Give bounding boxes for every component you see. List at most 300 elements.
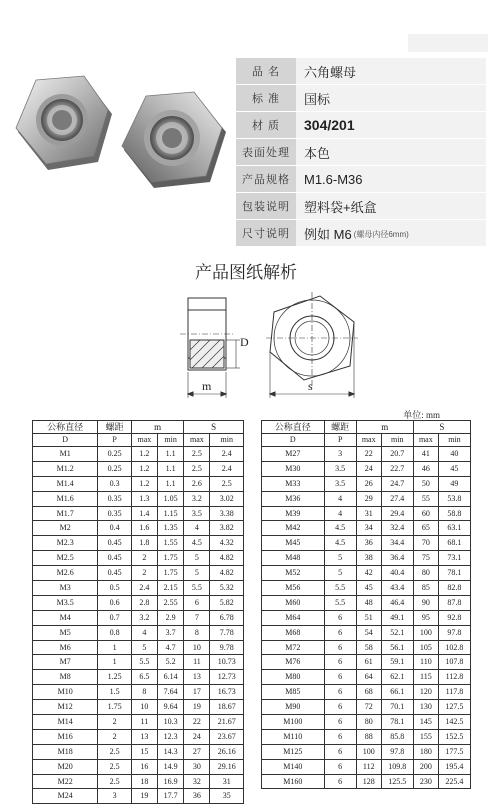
table-cell: 2.6 (184, 476, 210, 491)
spec-label: 尺寸说明 (236, 220, 296, 246)
header-s-max: max (184, 434, 210, 447)
table-cell: M33 (262, 476, 325, 491)
table-cell: 4.82 (210, 566, 244, 581)
table-cell: 46.4 (381, 595, 413, 610)
table-cell: 11 (184, 655, 210, 670)
table-row (33, 789, 244, 804)
table-cell: M10 (33, 685, 98, 700)
table-cell: 0.35 (98, 506, 132, 521)
table-cell: 42 (356, 566, 381, 581)
table-cell: 10 (184, 640, 210, 655)
table-cell: 70.1 (381, 700, 413, 715)
table-row (33, 566, 244, 581)
table-cell: 48 (356, 595, 381, 610)
spec-label: 材 质 (236, 112, 296, 138)
table-cell: 6 (324, 700, 356, 715)
table-cell: 155 (413, 729, 438, 744)
table-cell: 64 (356, 670, 381, 685)
table-row (33, 610, 244, 625)
table-row (33, 536, 244, 551)
table-cell: 1.2 (131, 461, 157, 476)
table-cell: M18 (33, 744, 98, 759)
table-cell: M1.7 (33, 506, 98, 521)
table-cell: 115 (413, 670, 438, 685)
table-cell: 0.45 (98, 536, 132, 551)
table-row (262, 700, 471, 715)
table-cell: 26.16 (210, 744, 244, 759)
spec-row-standard (236, 85, 486, 111)
spec-value: 国标 (296, 85, 486, 111)
spec-row-size-note (236, 220, 486, 246)
table-cell: 102.8 (438, 640, 470, 655)
table-row (33, 640, 244, 655)
table-row (33, 595, 244, 610)
table-cell: 46 (413, 461, 438, 476)
table-row (262, 581, 471, 596)
table-cell: M52 (262, 566, 325, 581)
table-cell: 9.64 (157, 700, 183, 715)
table-cell: 2.4 (210, 461, 244, 476)
table-cell: 1.1 (157, 476, 183, 491)
table-cell: 92.8 (438, 610, 470, 625)
table-cell: M85 (262, 685, 325, 700)
table-cell: 45 (356, 581, 381, 596)
header-pitch: 螺距 (98, 421, 132, 434)
table-cell: 24 (356, 461, 381, 476)
table-cell: 10.3 (157, 715, 183, 730)
header-diameter: 公称直径 (33, 421, 98, 434)
table-cell: M39 (262, 506, 325, 521)
table-cell: 27.4 (381, 491, 413, 506)
table-cell: 29.4 (381, 506, 413, 521)
table-cell: 3.7 (157, 625, 183, 640)
table-cell: 18.67 (210, 700, 244, 715)
table-cell: M68 (262, 625, 325, 640)
table-row (262, 655, 471, 670)
table-row (33, 700, 244, 715)
table-cell: M2 (33, 521, 98, 536)
table-cell: 24 (184, 729, 210, 744)
spec-label: 表面处理 (236, 139, 296, 165)
table-cell: 2.4 (131, 581, 157, 596)
table-cell: 195.4 (438, 759, 470, 774)
table-row (262, 506, 471, 521)
table-cell: 97.8 (438, 625, 470, 640)
table-row (262, 685, 471, 700)
table-cell: 13 (184, 670, 210, 685)
table-cell: 4.5 (324, 536, 356, 551)
table-cell: 60 (413, 506, 438, 521)
spec-row-size-range (236, 166, 486, 192)
table-cell: 31 (210, 774, 244, 789)
table-cell: 100 (356, 744, 381, 759)
spec-value: 本色 (296, 139, 486, 165)
table-row (262, 476, 471, 491)
table-cell: 14.3 (157, 744, 183, 759)
table-cell: 1.05 (157, 491, 183, 506)
table-cell: M110 (262, 729, 325, 744)
table-cell: 100 (413, 625, 438, 640)
table-row (262, 551, 471, 566)
table-cell: M90 (262, 700, 325, 715)
table-cell: 4.5 (184, 536, 210, 551)
table-cell: 7 (184, 610, 210, 625)
table-cell: 200 (413, 759, 438, 774)
spec-label: 标 准 (236, 85, 296, 111)
table-cell: 177.5 (438, 744, 470, 759)
table-cell: 19 (131, 789, 157, 804)
table-cell: 32 (184, 774, 210, 789)
table-cell: 58.8 (438, 506, 470, 521)
hex-nut-left (16, 76, 112, 170)
table-cell: 16.9 (157, 774, 183, 789)
table-cell: 6 (324, 640, 356, 655)
table-cell: M5 (33, 625, 98, 640)
table-cell: M42 (262, 521, 325, 536)
table-cell: 17 (184, 685, 210, 700)
table-cell: 3 (98, 789, 132, 804)
table-cell: 3.5 (184, 506, 210, 521)
table-cell: 15 (131, 744, 157, 759)
table-cell: 16.73 (210, 685, 244, 700)
table-cell: 22 (184, 715, 210, 730)
table-cell: 3.2 (184, 491, 210, 506)
table-cell: M6 (33, 640, 98, 655)
table-cell: 40 (438, 447, 470, 462)
table-cell: 6 (324, 670, 356, 685)
spec-label: 包装说明 (236, 193, 296, 219)
table-cell: 145 (413, 715, 438, 730)
table-cell: M76 (262, 655, 325, 670)
table-row (262, 595, 471, 610)
table-cell: 2.5 (210, 476, 244, 491)
table-cell: 62.1 (381, 670, 413, 685)
table-cell: 142.5 (438, 715, 470, 730)
table-cell: 53.8 (438, 491, 470, 506)
table-cell: 6 (324, 685, 356, 700)
table-cell: 52.1 (381, 625, 413, 640)
table-cell: 75 (413, 551, 438, 566)
table-cell: 88 (356, 729, 381, 744)
table-cell: 0.7 (98, 610, 132, 625)
table-cell: 19 (184, 700, 210, 715)
spec-value-text: 例如 M6 (304, 226, 352, 242)
table-cell: 4.82 (210, 551, 244, 566)
table-cell: 2.15 (157, 581, 183, 596)
table-cell: 1.75 (157, 551, 183, 566)
table-row (262, 759, 471, 774)
spec-value: M1.6-M36 (296, 166, 486, 192)
table-cell: 90 (413, 595, 438, 610)
table-cell: M48 (262, 551, 325, 566)
table-cell: M2.6 (33, 566, 98, 581)
table-cell: 2.5 (98, 744, 132, 759)
table-cell: 1 (98, 640, 132, 655)
header-pitch-symbol: P (324, 434, 356, 447)
table-cell: 1.8 (131, 536, 157, 551)
header-m-min: min (381, 434, 413, 447)
table-cell: 5 (184, 551, 210, 566)
table-row (33, 521, 244, 536)
m-dimension-label: m (202, 379, 212, 393)
header-strip (408, 34, 488, 52)
table-cell: M125 (262, 744, 325, 759)
table-cell: 0.4 (98, 521, 132, 536)
table-cell: 68.1 (438, 536, 470, 551)
spec-list (236, 58, 486, 247)
table-cell: 49 (438, 476, 470, 491)
table-cell: 1.2 (131, 476, 157, 491)
table-cell: M1 (33, 447, 98, 462)
table-cell: 5 (184, 566, 210, 581)
table-cell: 0.25 (98, 447, 132, 462)
spec-value (296, 220, 486, 246)
table-row (33, 759, 244, 774)
table-cell: 11 (131, 715, 157, 730)
table-cell: 1.3 (131, 491, 157, 506)
header-s-min: min (438, 434, 470, 447)
header-pitch-symbol: P (98, 434, 132, 447)
table-row (33, 729, 244, 744)
table-cell: 1.6 (131, 521, 157, 536)
table-cell: 7.64 (157, 685, 183, 700)
table-cell: 109.8 (381, 759, 413, 774)
table-row (33, 551, 244, 566)
table-cell: 2.55 (157, 595, 183, 610)
table-cell: 5.82 (210, 595, 244, 610)
table-cell: 50 (413, 476, 438, 491)
table-row (262, 536, 471, 551)
table-cell: 1.25 (98, 670, 132, 685)
table-cell: 9.78 (210, 640, 244, 655)
table-cell: M100 (262, 715, 325, 730)
spec-row-material (236, 112, 486, 138)
header-diameter: 公称直径 (262, 421, 325, 434)
table-cell: 0.5 (98, 581, 132, 596)
spec-value: 304/201 (296, 112, 486, 138)
table-cell: 66.1 (381, 685, 413, 700)
table-cell: 117.8 (438, 685, 470, 700)
table-cell: 40.4 (381, 566, 413, 581)
table-cell: 2 (98, 729, 132, 744)
table-cell: 82.8 (438, 581, 470, 596)
table-row (33, 447, 244, 462)
table-cell: 6 (324, 655, 356, 670)
table-row (33, 670, 244, 685)
table-cell: 51 (356, 610, 381, 625)
header-m-min: min (157, 434, 183, 447)
s-dimension-label: s (308, 379, 313, 393)
table-cell: 130 (413, 700, 438, 715)
table-cell: 1.55 (157, 536, 183, 551)
table-cell: 2 (98, 715, 132, 730)
table-cell: 0.6 (98, 595, 132, 610)
table-cell: 65 (413, 521, 438, 536)
table-cell: 58 (356, 640, 381, 655)
header-m-max: max (356, 434, 381, 447)
table-cell: 1.4 (131, 506, 157, 521)
table-cell: M72 (262, 640, 325, 655)
table-cell: M64 (262, 610, 325, 625)
table-cell: 16 (131, 759, 157, 774)
table-cell: M1.6 (33, 491, 98, 506)
table-cell: 230 (413, 774, 438, 789)
table-cell: 14.9 (157, 759, 183, 774)
table-cell: 27 (184, 744, 210, 759)
table-cell: 72 (356, 700, 381, 715)
table-cell: 78.1 (381, 715, 413, 730)
table-row (262, 566, 471, 581)
table-cell: 112 (356, 759, 381, 774)
table-cell: M2.3 (33, 536, 98, 551)
table-cell: 4 (131, 625, 157, 640)
table-cell: 4 (184, 521, 210, 536)
table-cell: M24 (33, 789, 98, 804)
table-row (33, 774, 244, 789)
table-body-left (33, 447, 244, 804)
table-cell: 0.25 (98, 461, 132, 476)
table-row (33, 625, 244, 640)
table-cell: 5.5 (324, 595, 356, 610)
table-cell: 26 (356, 476, 381, 491)
table-cell: 6.78 (210, 610, 244, 625)
table-cell: 1.35 (157, 521, 183, 536)
table-cell: 6 (184, 595, 210, 610)
dimension-table-left (32, 420, 244, 804)
table-cell: 6 (324, 774, 356, 789)
table-cell: 20.7 (381, 447, 413, 462)
table-cell: 10 (131, 700, 157, 715)
table-cell: 180 (413, 744, 438, 759)
table-cell: M20 (33, 759, 98, 774)
table-cell: M7 (33, 655, 98, 670)
table-cell: 45 (438, 461, 470, 476)
table-cell: M3 (33, 581, 98, 596)
table-cell: 13 (131, 729, 157, 744)
table-cell: 23.67 (210, 729, 244, 744)
table-cell: 4 (324, 506, 356, 521)
table-row (262, 729, 471, 744)
table-cell: 5.5 (184, 581, 210, 596)
dimension-table-right (261, 420, 471, 789)
table-cell: 36 (356, 536, 381, 551)
table-cell: 59.1 (381, 655, 413, 670)
table-cell: 95 (413, 610, 438, 625)
table-row (33, 476, 244, 491)
header-s: S (413, 421, 470, 434)
spec-label: 品 名 (236, 58, 296, 84)
hex-nut-right (122, 92, 226, 188)
table-cell: 0.45 (98, 551, 132, 566)
d-dimension-label: D (240, 335, 249, 349)
table-cell: 2.5 (98, 759, 132, 774)
table-row (262, 715, 471, 730)
table-cell: 49.1 (381, 610, 413, 625)
header-diameter-symbol: D (33, 434, 98, 447)
table-cell: 6 (324, 625, 356, 640)
table-cell: 36 (184, 789, 210, 804)
spec-value: 六角螺母 (296, 58, 486, 84)
table-cell: 1 (98, 655, 132, 670)
table-cell: 54 (356, 625, 381, 640)
table-cell: 5 (324, 566, 356, 581)
table-cell: M140 (262, 759, 325, 774)
table-row (33, 715, 244, 730)
table-cell: 5.5 (131, 655, 157, 670)
table-cell: 80 (413, 566, 438, 581)
unit-label: 单位: mm (403, 410, 440, 420)
table-cell: M2.5 (33, 551, 98, 566)
table-cell: 2.5 (98, 774, 132, 789)
table-cell: M1.2 (33, 461, 98, 476)
table-row (262, 640, 471, 655)
table-cell: 225.4 (438, 774, 470, 789)
table-cell: M16 (33, 729, 98, 744)
table-cell: 5.2 (157, 655, 183, 670)
table-cell: M4 (33, 610, 98, 625)
header-s: S (184, 421, 244, 434)
product-photo (8, 70, 230, 200)
table-cell: 6 (324, 610, 356, 625)
table-cell: 3.82 (210, 521, 244, 536)
table-cell: 24.7 (381, 476, 413, 491)
table-cell: M36 (262, 491, 325, 506)
table-cell: 1.75 (98, 700, 132, 715)
header-m: m (356, 421, 413, 434)
table-cell: 85.8 (381, 729, 413, 744)
table-cell: 2 (131, 566, 157, 581)
table-cell: 120 (413, 685, 438, 700)
section-title: 产品图纸解析 (195, 263, 297, 282)
table-row (33, 581, 244, 596)
table-cell: 41 (413, 447, 438, 462)
table-cell: 1.1 (157, 461, 183, 476)
table-cell: 0.35 (98, 491, 132, 506)
table-cell: 17.7 (157, 789, 183, 804)
table-cell: M80 (262, 670, 325, 685)
table-cell: 36.4 (381, 551, 413, 566)
table-cell: 78.1 (438, 566, 470, 581)
table-cell: 35 (210, 789, 244, 804)
table-row (262, 625, 471, 640)
table-cell: 30 (184, 759, 210, 774)
table-cell: 6 (324, 759, 356, 774)
table-cell: 5 (324, 551, 356, 566)
table-cell: 0.8 (98, 625, 132, 640)
table-body-right (262, 447, 471, 789)
table-cell: 1.15 (157, 506, 183, 521)
table-cell: 34 (356, 521, 381, 536)
table-cell: 4.32 (210, 536, 244, 551)
table-cell: M30 (262, 461, 325, 476)
header-diameter-symbol: D (262, 434, 325, 447)
table-row (33, 506, 244, 521)
spec-label: 产品规格 (236, 166, 296, 192)
table-cell: 1.1 (157, 447, 183, 462)
table-cell: M12 (33, 700, 98, 715)
table-cell: 2.9 (157, 610, 183, 625)
table-cell: 31 (356, 506, 381, 521)
table-cell: 80 (356, 715, 381, 730)
table-cell: 107.8 (438, 655, 470, 670)
table-cell: 4.7 (157, 640, 183, 655)
table-cell: 12.3 (157, 729, 183, 744)
table-cell: 3.5 (324, 476, 356, 491)
table-cell: 3.38 (210, 506, 244, 521)
table-row (33, 491, 244, 506)
table-row (33, 461, 244, 476)
table-cell: 8 (131, 685, 157, 700)
